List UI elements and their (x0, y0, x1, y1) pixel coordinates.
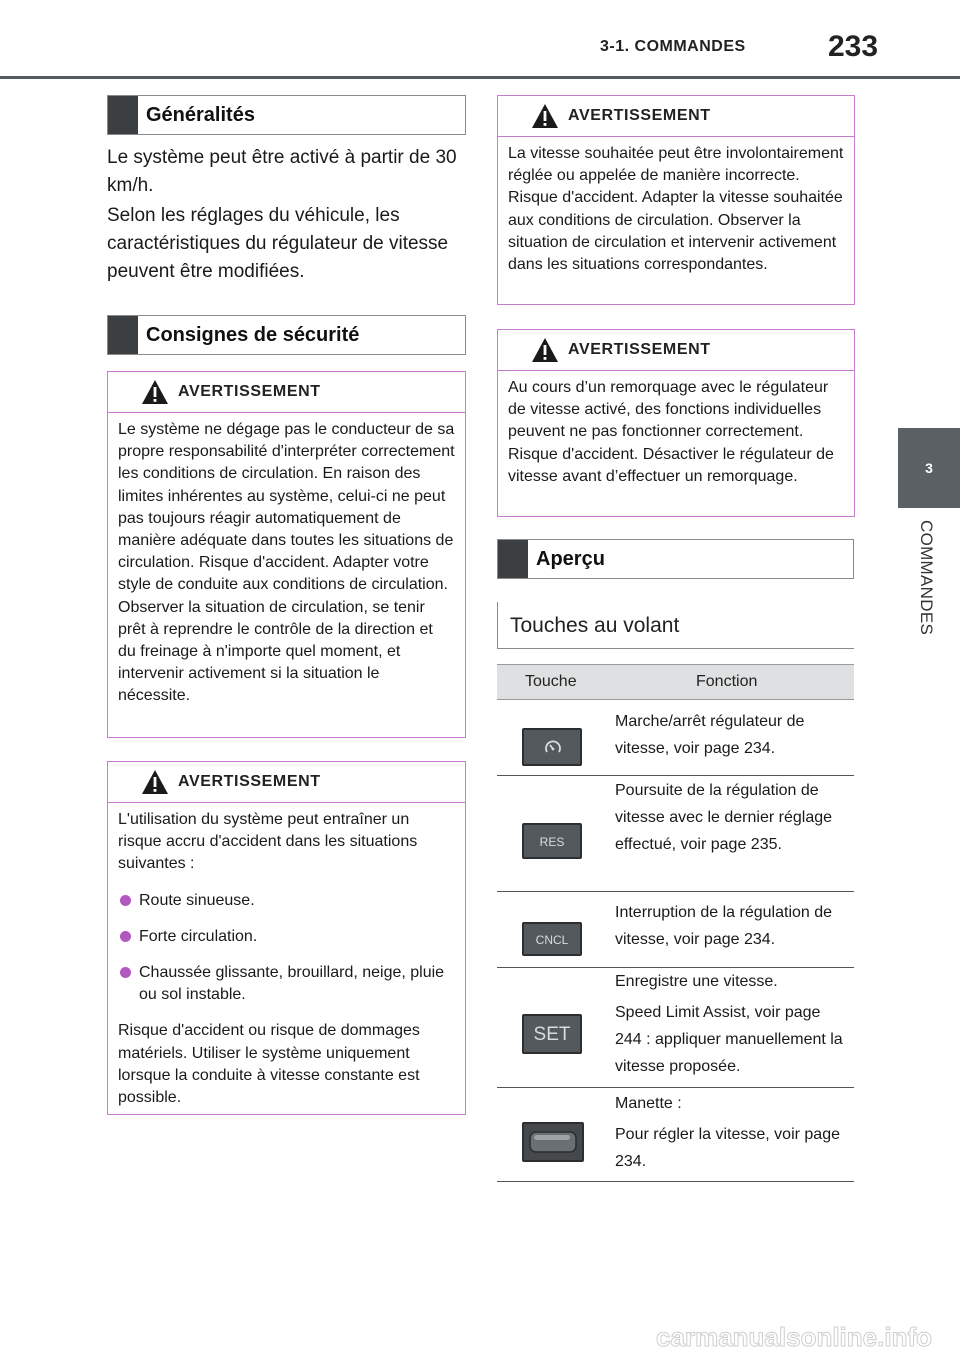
paragraph-settings: Selon les réglages du véhicule, les caractéristiques du régulateur de vitesse peuvent être modifiées. (107, 205, 449, 282)
warning-header (108, 762, 465, 803)
warning-triangle-icon (531, 337, 559, 363)
bullet-text: Route sinueuse. (139, 891, 255, 909)
section-consignes (107, 315, 466, 355)
warning-label: AVERTISSEMENT (568, 341, 711, 358)
speedometer-key (522, 728, 582, 766)
function-line: Marche/arrêt régulateur de vitesse, voir page 234. (615, 713, 805, 757)
warning-triangle-icon (531, 103, 559, 129)
table-row (497, 968, 854, 1088)
chapter-label (896, 520, 960, 680)
function-line: Poursuite de la régulation de vitesse avec le dernier réglage effectué, voir page 235. (615, 782, 833, 853)
warning-box (107, 761, 466, 1115)
warning-label: AVERTISSEMENT (568, 107, 711, 124)
section-apercu (497, 539, 854, 579)
section-marker (108, 96, 138, 134)
set-key (522, 1014, 582, 1054)
section-heading: Généralités (146, 103, 255, 126)
function-line: Enregistre une vitesse. (615, 973, 778, 990)
warning-label: AVERTISSEMENT (178, 383, 321, 400)
warning-intro: L'utilisation du système peut entraîner un risque accru d'accident dans les situations suivantes : (118, 811, 418, 873)
res-key (522, 823, 582, 859)
cncl-key (522, 922, 582, 956)
function-text (615, 708, 850, 762)
page-number: 233 (828, 30, 879, 63)
function-text (615, 968, 850, 1080)
warning-text: Au cours d’un remorquage avec le régulateur de vitesse activé, des fonctions individuelles peuvent ne pas fonctionner correctement. Risque d'accident. Désactiver le régulateur de vitesse avant d’effectuer un remorquage. (508, 379, 834, 485)
rocker-switch-icon (528, 1128, 578, 1156)
chapter-label-text: COMMANDES (917, 520, 936, 636)
warning-label: AVERTISSEMENT (178, 773, 321, 790)
section-generalites (107, 95, 466, 135)
warning-triangle-icon (141, 769, 169, 795)
warning-header (498, 96, 854, 137)
table-row (497, 700, 854, 776)
paragraph-activation: Le système peut être activé à partir de 30 km/h. (107, 147, 457, 196)
warning-outro: Risque d'accident ou risque de dommages matériels. Utiliser le système uniquement lorsque la conduite à vitesse constante est possible. (118, 1022, 420, 1107)
function-text (615, 899, 850, 953)
warning-triangle-icon (141, 379, 169, 405)
warning-text: La vitesse souhaitée peut être involontairement réglée ou appelée de manière incorrecte. Risque d'accident. Adapter la vitesse souhaitée aux conditions de circulation. Observer la situation de circulation et intervenir activement dans les situations correspondantes. (508, 145, 844, 274)
function-line: Interruption de la régulation de vitesse, voir page 234. (615, 904, 833, 948)
warning-box (107, 371, 466, 738)
bullet-text: Chaussée glissante, brouillard, neige, pluie ou sol instable. (139, 964, 445, 1004)
section-marker (498, 540, 528, 578)
bullet-dot (120, 931, 131, 942)
table-row (497, 892, 854, 968)
bullet-item (118, 890, 455, 912)
section-marker (108, 316, 138, 354)
bullet-text: Forte circulation. (139, 927, 258, 945)
footer-watermark (0, 1322, 960, 1350)
table-title (497, 602, 854, 649)
warning-box (497, 95, 855, 305)
key-label: CNCL (535, 933, 569, 947)
bullet-item (118, 926, 455, 948)
table-row (497, 776, 854, 892)
key-label: RES (539, 835, 565, 849)
warning-box (497, 329, 855, 517)
warning-header (108, 372, 465, 413)
speedometer-icon (543, 738, 563, 758)
header-rule (0, 76, 960, 79)
chapter-tab: 3 (898, 428, 960, 508)
function-text (615, 777, 850, 858)
column-header-key: Touche (525, 673, 577, 690)
rocker-switch-key (522, 1122, 584, 1162)
function-line: Pour régler la vitesse, voir page 234. (615, 1126, 840, 1170)
section-heading: Consignes de sécurité (146, 323, 360, 346)
column-header-function: Fonction (696, 673, 758, 690)
watermark-image (0, 1322, 960, 1350)
table-title-text: Touches au volant (510, 614, 680, 637)
bullet-item (118, 962, 455, 1006)
warning-text: Le système ne dégage pas le conducteur de sa propre responsabilité d'interpréter correctement les conditions de circulation. En raison des limites inhérentes au système, celui-ci ne peut pas toujours réagir automatiquement de manière adéquate dans toutes les situations de circulation. Risque d'accident. Adapter votre style de conduite aux conditions de circulation. Observer la situation de circulation, se tenir prêt à reprendre le contrôle de la direction et du freinage à n'importe quel moment, et intervenir activement si la situation le nécessite. (118, 421, 455, 705)
key-label: SET (533, 1024, 571, 1045)
section-heading: Aperçu (536, 547, 605, 570)
function-text (615, 1090, 850, 1175)
table-header (497, 664, 854, 700)
function-line: Speed Limit Assist, voir page 244 : appliquer manuellement la vitesse proposée. (615, 1004, 843, 1075)
section-title: 3-1. COMMANDES (600, 38, 746, 55)
bullet-dot (120, 895, 131, 906)
function-line: Manette : (615, 1095, 682, 1112)
warning-header (498, 330, 854, 371)
table-row (497, 1088, 854, 1182)
bullet-dot (120, 967, 131, 978)
svg-text:carmanualsonline.info: carmanualsonline.info (656, 1322, 932, 1350)
